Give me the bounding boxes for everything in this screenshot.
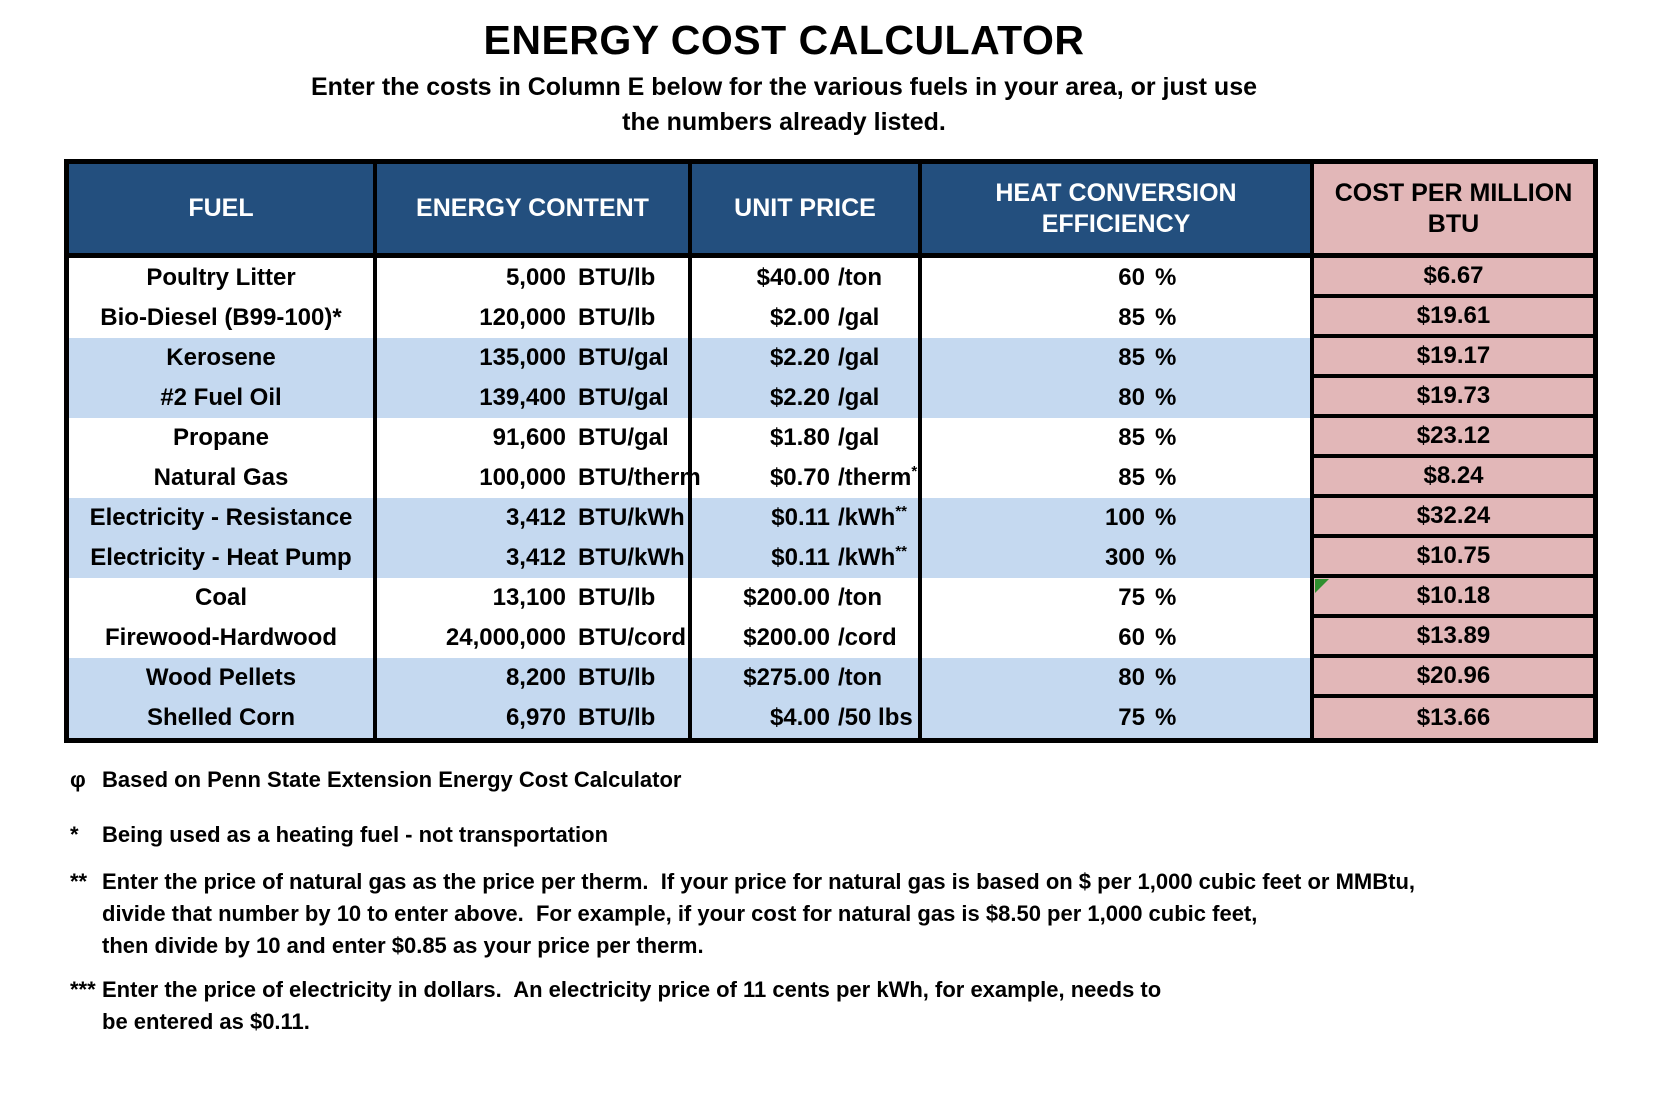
energy-content-cell: 24,000,000 BTU/cord [377, 618, 692, 658]
table-row [69, 538, 1593, 578]
footnote [64, 819, 1654, 851]
header-block [0, 16, 1568, 140]
cost-per-million-btu-cell: $19.73 [1314, 378, 1593, 418]
cost-per-million-btu-cell: $32.24 [1314, 498, 1593, 538]
comment-marker-icon [1315, 579, 1329, 593]
unit-price-cell[interactable]: $0.11 /kWh** [692, 498, 922, 538]
footnote-symbol: * [70, 822, 79, 847]
table-row [69, 258, 1593, 298]
footnote-symbol: ** [70, 869, 88, 894]
efficiency-cell: 100 % [922, 498, 1314, 538]
energy-content-cell: 120,000 BTU/lb [377, 298, 692, 338]
fuel-cell: Coal [69, 578, 377, 618]
cost-per-million-btu-cell: $10.18 [1314, 578, 1593, 618]
table-row [69, 578, 1593, 618]
unit-price-cell[interactable]: $0.70 /therm* [692, 458, 922, 498]
footnote-text [102, 819, 1654, 851]
footnote [64, 866, 1654, 962]
fuel-cell: #2 Fuel Oil [69, 378, 377, 418]
energy-content-cell: 13,100 BTU/lb [377, 578, 692, 618]
table-header-row [69, 164, 1593, 258]
footnote-line: Based on Penn State Extension Energy Cost Calculator [102, 767, 682, 792]
energy-content-cell: 100,000 BTU/therm [377, 458, 692, 498]
footnotes [64, 764, 1654, 1038]
footnote-text [102, 866, 1654, 962]
header-label-efficiency: HEAT CONVERSION EFFICIENCY [995, 178, 1237, 238]
table-row [69, 498, 1593, 538]
subtitle-line-2: the numbers already listed. [622, 108, 946, 136]
energy-content-cell: 5,000 BTU/lb [377, 258, 692, 298]
cost-per-million-btu-cell: $13.66 [1314, 698, 1593, 738]
fuel-cell: Propane [69, 418, 377, 458]
energy-content-cell: 8,200 BTU/lb [377, 658, 692, 698]
table-row [69, 698, 1593, 738]
footnote-line: divide that number by 10 to enter above. For example, if your cost for natural gas is $8.50 per 1,000 cubic feet, [102, 901, 1258, 926]
header-cell-energy-content [377, 164, 692, 253]
footnote-symbol: *** [70, 977, 96, 1002]
fuel-cell: Wood Pellets [69, 658, 377, 698]
unit-price-cell[interactable]: $40.00 /ton [692, 258, 922, 298]
footnote-symbol: φ [70, 767, 86, 792]
unit-price-cell[interactable]: $4.00 /50 lbs [692, 698, 922, 738]
fuel-cell: Shelled Corn [69, 698, 377, 738]
efficiency-cell: 60 % [922, 618, 1314, 658]
header-cell-cost-per-million-btu [1314, 164, 1593, 253]
efficiency-cell: 80 % [922, 378, 1314, 418]
efficiency-cell: 85 % [922, 338, 1314, 378]
footnote-text [102, 974, 1654, 1038]
unit-price-cell[interactable]: $200.00 /cord [692, 618, 922, 658]
cost-per-million-btu-cell: $8.24 [1314, 458, 1593, 498]
footnote-line: be entered as $0.11. [102, 1009, 310, 1034]
energy-cost-table [64, 159, 1598, 743]
fuel-cell: Firewood-Hardwood [69, 618, 377, 658]
table-row [69, 378, 1593, 418]
fuel-cell: Poultry Litter [69, 258, 377, 298]
energy-content-cell: 3,412 BTU/kWh [377, 538, 692, 578]
efficiency-cell: 75 % [922, 578, 1314, 618]
header-label-cost-per-million-btu: COST PER MILLION BTU [1334, 178, 1573, 238]
unit-price-cell[interactable]: $200.00 /ton [692, 578, 922, 618]
table-body [69, 258, 1593, 738]
table-row [69, 658, 1593, 698]
fuel-cell: Natural Gas [69, 458, 377, 498]
header-cell-unit-price [692, 164, 922, 253]
cost-per-million-btu-cell: $13.89 [1314, 618, 1593, 658]
efficiency-cell: 60 % [922, 258, 1314, 298]
page-title: ENERGY COST CALCULATOR [483, 17, 1085, 63]
efficiency-cell: 300 % [922, 538, 1314, 578]
header-cell-efficiency [922, 164, 1314, 253]
footnote-text [102, 764, 1654, 796]
table-row [69, 298, 1593, 338]
footnote [64, 764, 1654, 796]
table-row [69, 458, 1593, 498]
footnote-line: Being used as a heating fuel - not transportation [102, 822, 609, 847]
unit-price-cell[interactable]: $2.20 /gal [692, 338, 922, 378]
table-row [69, 418, 1593, 458]
efficiency-cell: 80 % [922, 658, 1314, 698]
efficiency-cell: 75 % [922, 698, 1314, 738]
fuel-cell: Kerosene [69, 338, 377, 378]
cost-per-million-btu-cell: $19.61 [1314, 298, 1593, 338]
efficiency-cell: 85 % [922, 298, 1314, 338]
unit-price-cell[interactable]: $1.80 /gal [692, 418, 922, 458]
unit-price-cell[interactable]: $275.00 /ton [692, 658, 922, 698]
header-label-energy-content: ENERGY CONTENT [416, 194, 649, 222]
cost-per-million-btu-cell: $19.17 [1314, 338, 1593, 378]
energy-content-cell: 91,600 BTU/gal [377, 418, 692, 458]
table-row [69, 338, 1593, 378]
fuel-cell: Electricity - Heat Pump [69, 538, 377, 578]
energy-content-cell: 139,400 BTU/gal [377, 378, 692, 418]
cost-per-million-btu-cell: $23.12 [1314, 418, 1593, 458]
footnote-line: then divide by 10 and enter $0.85 as your price per therm. [102, 933, 704, 958]
energy-content-cell: 6,970 BTU/lb [377, 698, 692, 738]
energy-content-cell: 3,412 BTU/kWh [377, 498, 692, 538]
efficiency-cell: 85 % [922, 418, 1314, 458]
cost-per-million-btu-cell: $10.75 [1314, 538, 1593, 578]
header-label-unit-price: UNIT PRICE [734, 194, 876, 222]
efficiency-cell: 85 % [922, 458, 1314, 498]
header-cell-fuel [69, 164, 377, 253]
footnote-line: Enter the price of natural gas as the price per therm. If your price for natural gas is based on $ per 1,000 cubic feet or MMBtu, [102, 869, 1416, 894]
header-label-fuel: FUEL [188, 194, 254, 222]
cost-per-million-btu-cell: $6.67 [1314, 258, 1593, 298]
unit-price-cell[interactable]: $0.11 /kWh** [692, 538, 922, 578]
subtitle [0, 70, 1568, 140]
fuel-cell: Bio-Diesel (B99-100)* [69, 298, 377, 338]
energy-content-cell: 135,000 BTU/gal [377, 338, 692, 378]
cost-per-million-btu-cell: $20.96 [1314, 658, 1593, 698]
footnote [64, 974, 1654, 1038]
footnote-line: Enter the price of electricity in dollars. An electricity price of 11 cents per kWh, for example, needs to [102, 977, 1162, 1002]
unit-price-cell[interactable]: $2.00 /gal [692, 298, 922, 338]
table-row [69, 618, 1593, 658]
fuel-cell: Electricity - Resistance [69, 498, 377, 538]
subtitle-line-1: Enter the costs in Column E below for the various fuels in your area, or just use [310, 73, 1258, 101]
unit-price-cell[interactable]: $2.20 /gal [692, 378, 922, 418]
